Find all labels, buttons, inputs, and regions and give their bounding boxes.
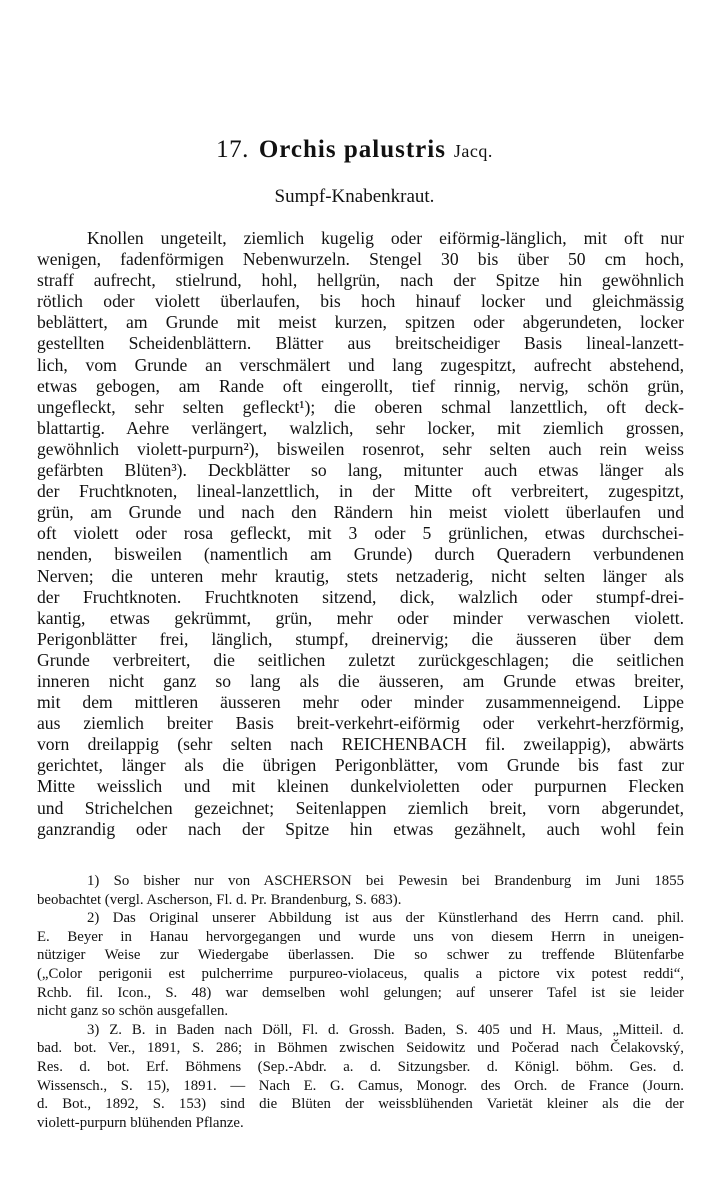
text-line: lich, vom Grunde an verschmälert und lang zugespitzt, aufrecht abstehend, [37, 354, 684, 375]
text-line: nenden, bisweilen (namentlich am Grunde) durch Queradern verbundenen [37, 544, 684, 565]
text-line: beblättert, am Grunde mit meist kurzen, spitzen oder abgerundeten, locker [37, 312, 684, 333]
text-line: und Strichelchen gezeichnet; Seitenlappen ziemlich breit, vorn abgerundet, [37, 797, 684, 818]
text-line: kantig, etwas gekrümmt, grün, mehr oder minder verwaschen violett. [37, 607, 684, 628]
text-line: ungefleckt, sehr selten gefleckt¹); die oberen schmal lanzettlich, oft deck- [37, 396, 684, 417]
text-line: oft violett oder rosa gefleckt, mit 3 oder 5 grünlichen, etwas durchschei- [37, 523, 684, 544]
text-line: gerichtet, länger als die übrigen Perigonblätter, vom Grunde bis fast zur [37, 755, 684, 776]
footnote-line: d. Bot., 1892, S. 153) sind die Blüten der weissblühenden Varietät kleiner als die der [37, 1096, 684, 1113]
text-line: der Fruchtknoten. Fruchtknoten sitzend, dick, walzlich oder stumpf-drei- [37, 586, 684, 607]
text-line: gestellten Scheidenblättern. Blätter aus breitscheidiger Basis lineal-lanzett- [37, 333, 684, 354]
text-line: Nerven; die unteren mehr krautig, stets netzaderig, nicht selten länger als [37, 565, 684, 586]
species-author: Jacq. [453, 141, 493, 161]
text-line: der Fruchtknoten, lineal-lanzettlich, in der Mitte oft verbreitert, zugespitzt, [37, 481, 684, 502]
footnote-line: („Color perigonii est pulcherrime purpureo-violaceus, qualis a pictore vix potest reddi“, [37, 965, 684, 982]
footnote-line: E. Beyer in Hanau hervorgegangen und wurde uns von diesem Herrn in uneigen- [37, 928, 684, 945]
text-line: inneren nicht ganz so lang als die äusseren, am Grunde etwas breiter, [37, 670, 684, 691]
text-line: wenigen, fadenförmigen Nebenwurzeln. Stengel 30 bis über 50 cm hoch, [37, 249, 684, 270]
footnote-line: nütziger Weise zur Wiedergabe überlassen. Die so schwer zu treffende Blütenfarbe [37, 947, 684, 964]
species-number: 17. [216, 136, 249, 163]
description-text [37, 228, 684, 840]
footnote-line: 3) Z. B. in Baden nach Döll, Fl. d. Grossh. Baden, S. 405 und H. Maus, „Mitteil. d. [87, 1021, 684, 1038]
text-line: straff aufrecht, stielrund, hohl, hellgrün, nach der Spitze hin gewöhnlich [37, 270, 684, 291]
footnote-line: 1) So bisher nur von ASCHERSON bei Pewesin bei Brandenburg im Juni 1855 [87, 873, 684, 889]
text-line: Knollen ungeteilt, ziemlich kugelig oder eiförmig-länglich, mit oft nur [87, 228, 684, 248]
text-line: rötlich oder violett überlaufen, bis hoch hinauf locker und gleichmässig [37, 291, 684, 312]
footnote-line: 2) Das Original unserer Abbildung ist aus der Künstlerhand des Herrn cand. phil. [87, 910, 684, 927]
text-line: Perigonblätter frei, länglich, stumpf, dreinervig; die äusseren über dem [37, 628, 684, 649]
text-line: Mitte weisslich und mit kleinen dunkelvioletten oder purpurnen Flecken [37, 776, 684, 797]
footnotes [37, 872, 684, 1132]
text-line: Grunde verbreitert, die seitlichen zuletzt zurückgeschlagen; die seitlichen [37, 649, 684, 670]
text-line: blattartig. Aehre verlängert, walzlich, sehr locker, mit ziemlich grossen, [37, 417, 684, 438]
footnote-line: nicht ganz so schön ausgefallen. [37, 1003, 229, 1020]
footnote-line: Rchb. fil. Icon., S. 48) war demselben wohl gelungen; auf unserer Tafel ist sie leider [37, 984, 684, 1001]
text-line: gefärbten Blüten³). Deckblätter so lang, mitunter auch etwas länger als [37, 460, 684, 481]
footnote-line: Wissensch., S. 15), 1891. — Nach E. G. Camus, Monogr. des Orch. de France (Journ. [37, 1077, 684, 1094]
text-line: grün, am Grunde und nach den Rändern hin meist violett überlaufen und [37, 502, 684, 523]
footnote-line: violett-purpurn blühenden Pflanze. [37, 1114, 244, 1131]
text-line: vorn dreilappig (sehr selten nach REICHENBACH fil. zweilappig), abwärts [37, 734, 684, 755]
common-name: Sumpf-Knabenkraut. [274, 186, 435, 207]
footnote-line: bad. bot. Ver., 1891, S. 286; in Böhmen zwischen Seidowitz und Počerad nach Čelakovský, [37, 1040, 684, 1057]
text-line: mit dem mittleren äusseren mehr oder minder zusammenneigend. Lippe [37, 692, 684, 713]
footnote-line: beobachtet (vergl. Ascherson, Fl. d. Pr. Brandenburg, S. 683). [37, 891, 402, 908]
text-line: gewöhnlich violett-purpurn²), bisweilen rosenrot, sehr selten auch rein weiss [37, 438, 684, 459]
species-heading [0, 136, 709, 164]
text-line: ganzrandig oder nach der Spitze hin etwas gezähnelt, auch wohl fein [37, 818, 684, 839]
footnote-line: Res. d. bot. Erf. Böhmens (Sep.-Abdr. a. d. Sitzungsber. d. Königl. böhm. Ges. d. [37, 1058, 684, 1075]
species-name: Orchis palustris [258, 136, 446, 163]
text-line: aus ziemlich breiter Basis breit-verkehrt-eiförmig oder verkehrt-herzförmig, [37, 713, 684, 734]
text-line: etwas gebogen, am Rande oft eingerollt, tief rinnig, nervig, schön grün, [37, 375, 684, 396]
